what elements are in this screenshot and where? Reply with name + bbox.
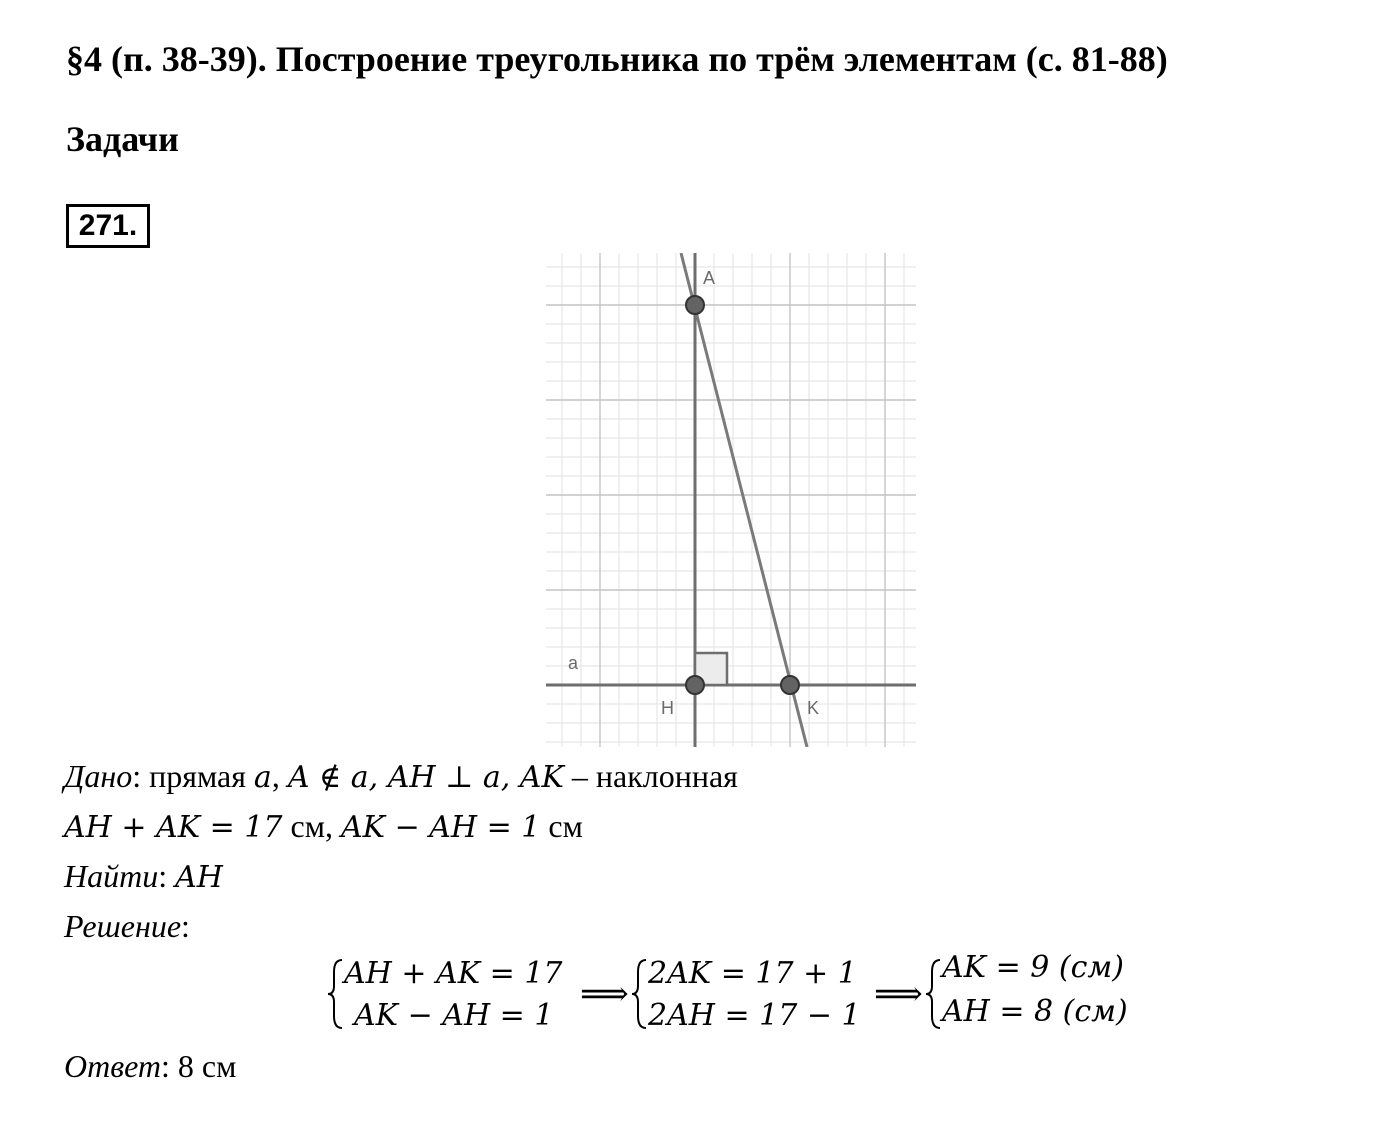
point-h	[686, 676, 704, 694]
given-oblique-text: – наклонная	[571, 758, 738, 794]
system3-eq2: AH = 8 (см)	[942, 994, 1128, 1029]
answer-label: Ответ	[64, 1048, 161, 1084]
point-a	[686, 296, 704, 314]
system1-eq1: AH + AK = 17	[344, 956, 563, 991]
given-line-1	[64, 756, 738, 798]
find-value: AH	[175, 860, 223, 895]
given-var-a: a	[253, 760, 272, 795]
label-point-k: K	[807, 698, 820, 718]
solution-line	[64, 906, 190, 946]
system2-eq1: 2AK = 17 + 1	[648, 956, 857, 991]
minor-grid	[546, 253, 916, 747]
task-number-box: 271.	[66, 204, 150, 248]
major-grid	[546, 253, 916, 747]
label-point-h: H	[661, 698, 674, 718]
given-label: Дано	[64, 758, 133, 794]
find-label: Найти	[64, 858, 159, 894]
arrow-1: ⟹	[580, 974, 629, 1014]
given-comma: ,	[271, 758, 280, 794]
given-unit-2: см	[548, 808, 583, 844]
system2-eq2: 2AH = 17 − 1	[648, 998, 861, 1033]
system1-eq2: AK − AH = 1	[354, 998, 554, 1033]
given-line-2	[64, 806, 583, 848]
find-colon: :	[158, 858, 168, 894]
answer-value: 8 см	[177, 1048, 237, 1084]
given-text: прямая	[149, 758, 246, 794]
subsection-title: Задачи	[66, 119, 179, 159]
point-k	[781, 676, 799, 694]
answer-colon: :	[161, 1048, 170, 1084]
system3-eq1: AK = 9 (см)	[942, 950, 1124, 985]
figure-svg	[546, 253, 916, 747]
brace-3	[924, 954, 942, 1034]
given-unit-1: см,	[290, 808, 333, 844]
section-title: §4 (п. 38-39). Построение треугольника по трём элементам (с. 81-88)	[66, 39, 1168, 79]
brace-2	[630, 954, 648, 1034]
answer-line	[64, 1046, 236, 1086]
label-line-a: a	[568, 653, 579, 673]
find-line	[64, 856, 223, 898]
geometry-figure	[546, 253, 916, 747]
solution-colon: :	[181, 908, 190, 944]
arrow-2: ⟹	[874, 974, 923, 1014]
given-eq-diff: AK − AH = 1	[340, 810, 541, 845]
solution-systems	[326, 950, 1146, 1034]
given-eq-sum: AH + AK = 17	[64, 810, 283, 845]
solution-label: Решение	[64, 908, 182, 944]
given-colon: :	[132, 758, 142, 794]
brace-1	[326, 954, 344, 1034]
given-conditions: A ∉ a, AH ⊥ a, AK	[287, 760, 564, 795]
label-point-a: A	[703, 268, 716, 288]
